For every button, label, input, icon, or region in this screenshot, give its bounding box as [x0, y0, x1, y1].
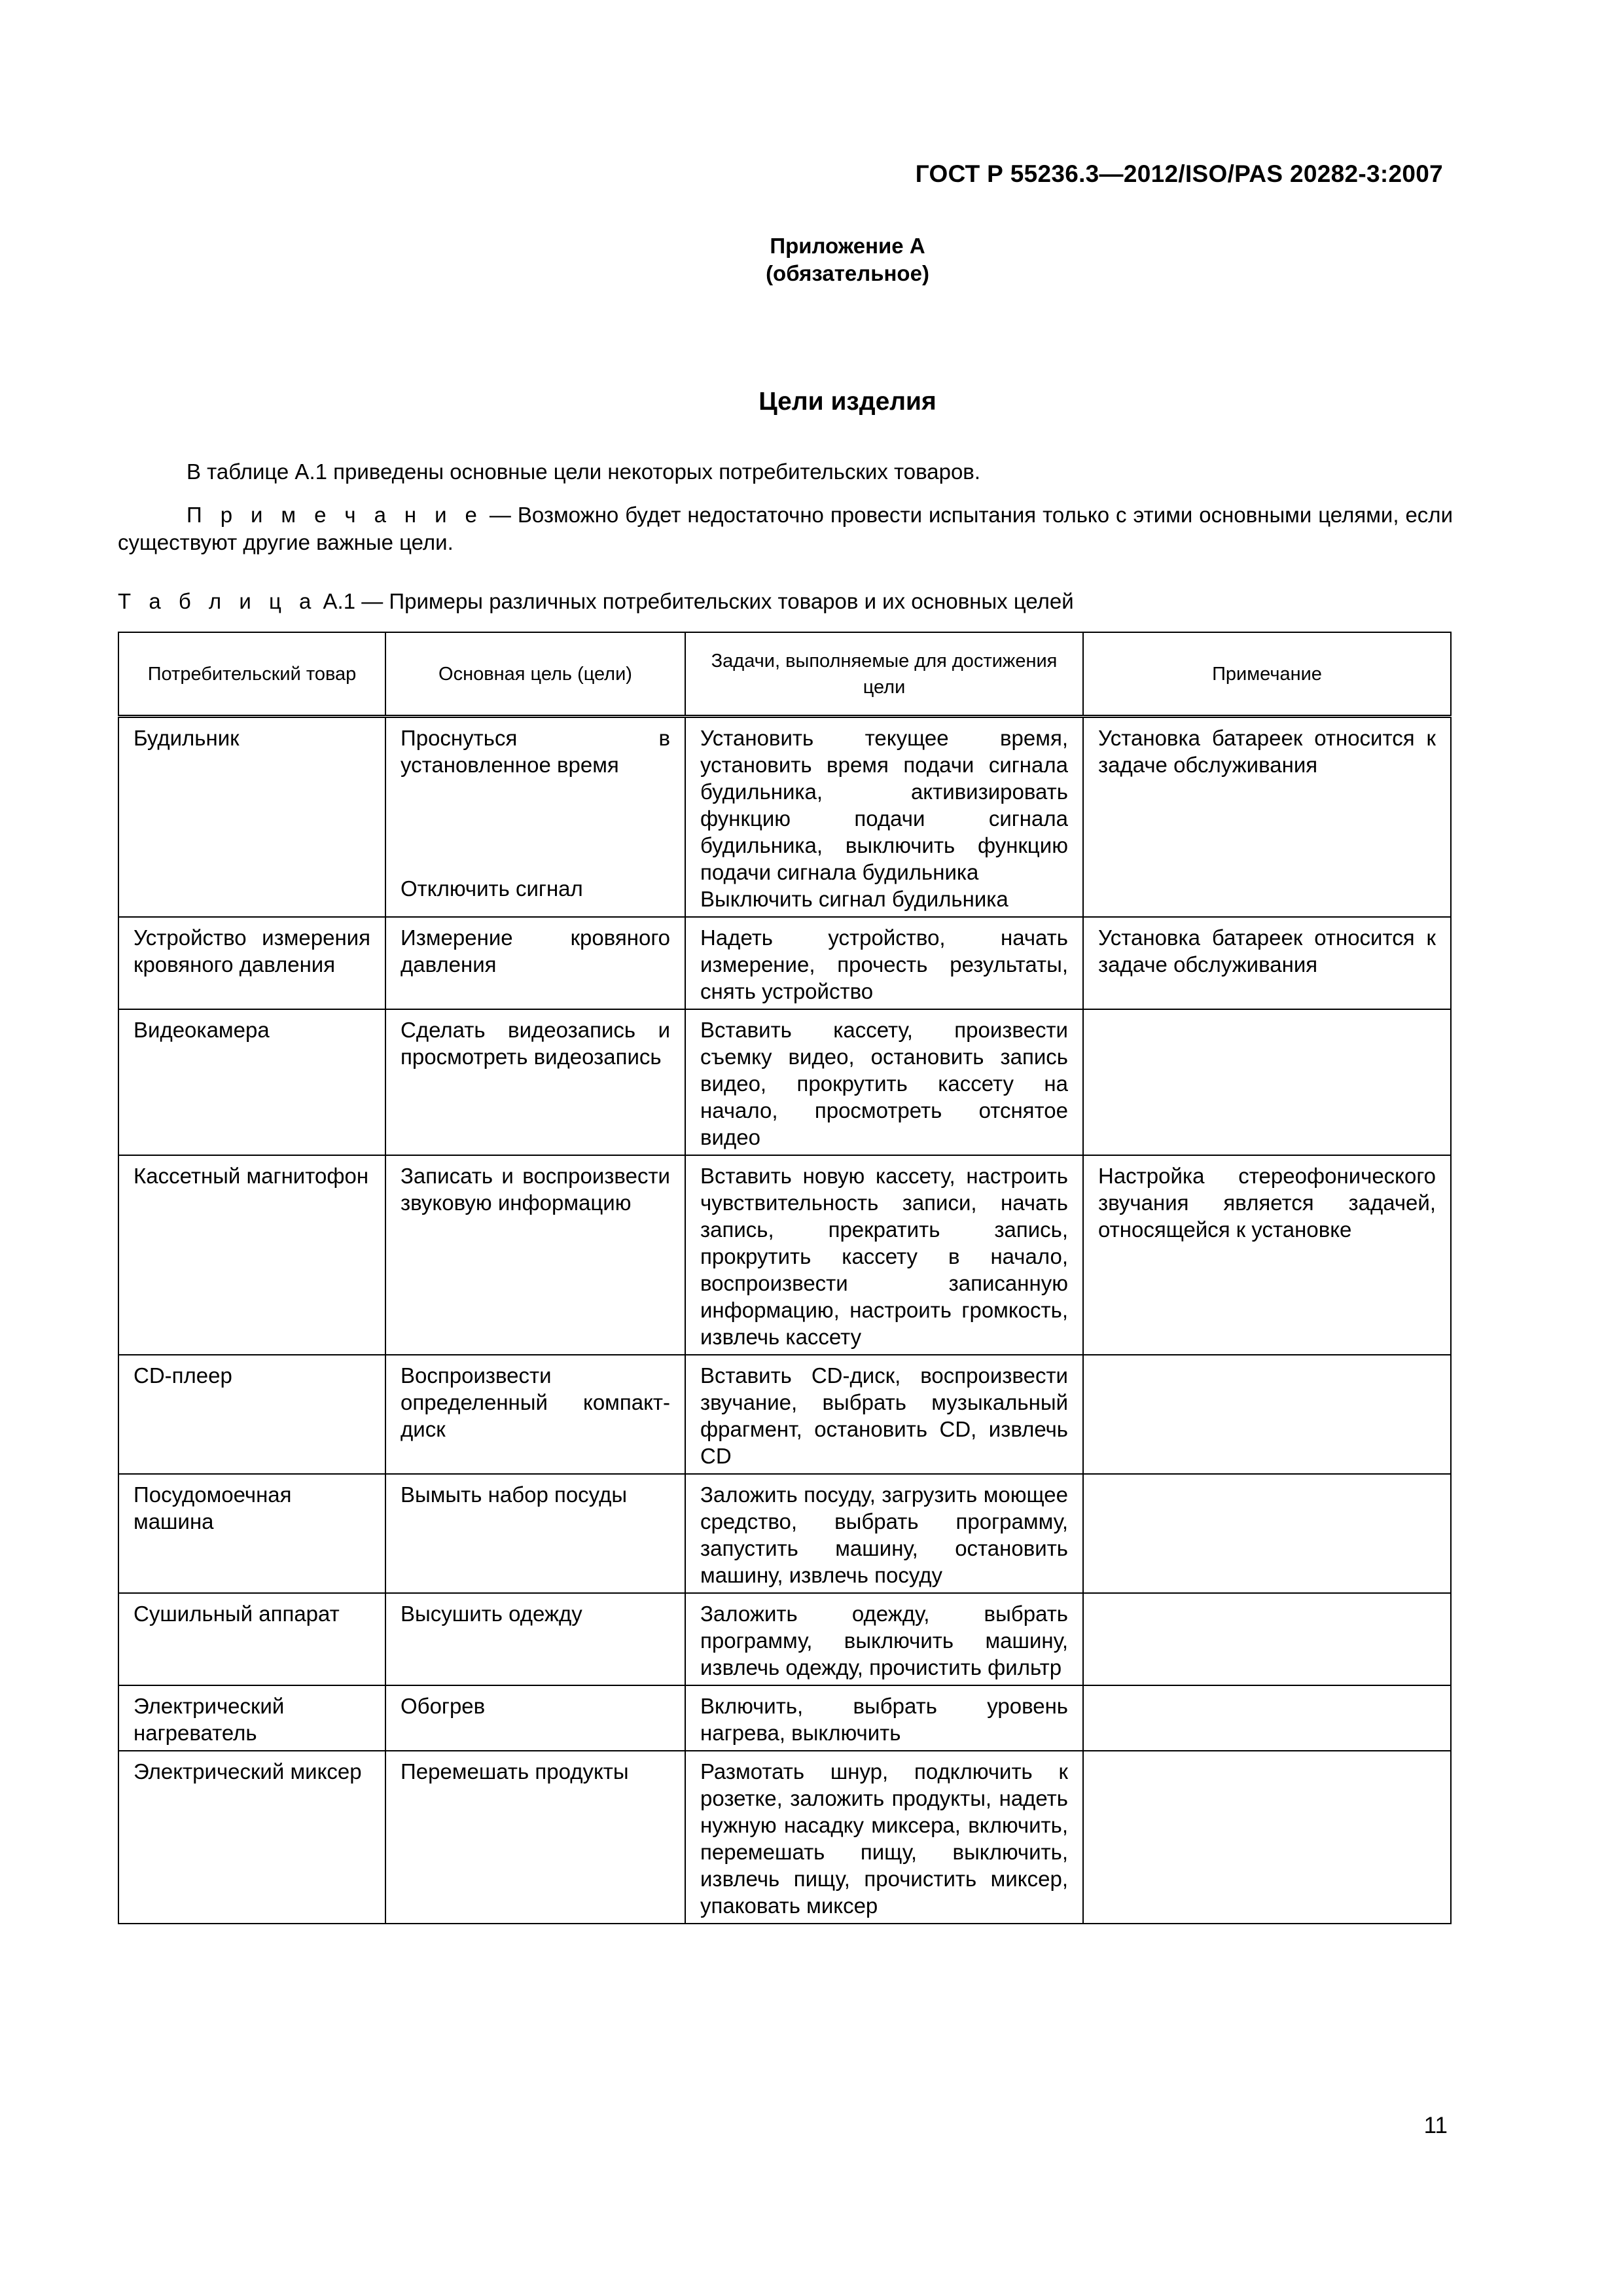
cell-note — [1083, 1474, 1451, 1593]
cell-tasks: Заложить посуду, загрузить моющее средство, выбрать программу, запустить машину, остановить машину, извлечь посуду — [685, 1474, 1083, 1593]
cell-goal-secondary: Отключить сигнал — [401, 876, 583, 901]
header-product: Потребительский товар — [118, 632, 385, 717]
cell-tasks: Надеть устройство, начать измерение, прочесть результаты, снять устройство — [685, 917, 1083, 1009]
table-row — [118, 717, 1451, 918]
note-paragraph — [118, 501, 1453, 556]
cell-tasks-primary: Установить текущее время, установить время подачи сигнала будильника, активизировать функцию подачи сигнала будильника, выключить функцию подачи сигнала будильника — [700, 726, 1068, 884]
intro-paragraph: В таблице А.1 приведены основные цели некоторых потребительских товаров. — [187, 459, 981, 484]
cell-goal — [385, 717, 685, 918]
cell-note — [1083, 1593, 1451, 1685]
cell-tasks: Вставить новую кассету, настроить чувствительность записи, начать запись, прекратить запись, прокрутить кассету в начало, воспроизвести записанную информацию, настроить громкость, извлечь кассету — [685, 1155, 1083, 1355]
cell-goal: Записать и воспроизвести звуковую информацию — [385, 1155, 685, 1355]
cell-tasks: Заложить одежду, выбрать программу, выключить машину, извлечь одежду, прочистить фильтр — [685, 1593, 1083, 1685]
table-caption-text: А.1 — Примеры различных потребительских товаров и их основных целей — [317, 589, 1074, 613]
table-row — [118, 1685, 1451, 1751]
table-row — [118, 917, 1451, 1009]
cell-product: Кассетный магнитофон — [118, 1155, 385, 1355]
table-row — [118, 1474, 1451, 1593]
table-header-row — [118, 632, 1451, 717]
cell-tasks-secondary: Выключить сигнал будильника — [700, 887, 1008, 911]
cell-goal: Обогрев — [385, 1685, 685, 1751]
cell-goal: Воспроизвести определенный компакт-диск — [385, 1355, 685, 1474]
cell-product: Будильник — [118, 717, 385, 918]
cell-product: CD-плеер — [118, 1355, 385, 1474]
cell-product: Видеокамера — [118, 1009, 385, 1155]
table-row — [118, 1593, 1451, 1685]
cell-tasks: Вставить кассету, произвести съемку видео, остановить запись видео, прокрутить кассету на начало, просмотреть отснятое видео — [685, 1009, 1083, 1155]
table-row — [118, 1751, 1451, 1924]
cell-goal: Вымыть набор посуды — [385, 1474, 685, 1593]
page-number: 11 — [1423, 2113, 1448, 2138]
note-text: — Возможно будет недостаточно провести испытания только с этими основными целями, если существуют другие важные цели. — [118, 503, 1453, 554]
cell-product: Электрический нагреватель — [118, 1685, 385, 1751]
cell-note: Установка батареек относится к задаче обслуживания — [1083, 717, 1451, 918]
cell-note — [1083, 1751, 1451, 1924]
cell-tasks: Вставить CD-диск, воспроизвести звучание, выбрать музыкальный фрагмент, остановить CD, извлечь CD — [685, 1355, 1083, 1474]
cell-goal: Измерение кровяного давления — [385, 917, 685, 1009]
table-caption — [118, 589, 1074, 614]
table-row — [118, 1355, 1451, 1474]
cell-note — [1083, 1009, 1451, 1155]
appendix-heading — [0, 232, 1623, 287]
header-note: Примечание — [1083, 632, 1451, 717]
appendix-status: (обязательное) — [766, 261, 929, 285]
header-tasks: Задачи, выполняемые для достижения цели — [685, 632, 1083, 717]
cell-tasks: Включить, выбрать уровень нагрева, выключить — [685, 1685, 1083, 1751]
cell-product: Посудомоечная машина — [118, 1474, 385, 1593]
appendix-title: Приложение А — [770, 234, 925, 258]
table-caption-label: Т а б л и ц а — [118, 589, 317, 613]
table-row — [118, 1155, 1451, 1355]
product-goals-table — [118, 632, 1452, 1924]
cell-goal: Сделать видеозапись и просмотреть видеозапись — [385, 1009, 685, 1155]
cell-note: Настройка стереофонического звучания является задачей, относящейся к установке — [1083, 1155, 1451, 1355]
cell-product: Устройство измерения кровяного давления — [118, 917, 385, 1009]
section-title — [0, 387, 1623, 416]
cell-goal-primary: Проснуться в установленное время — [401, 726, 670, 777]
cell-product: Сушильный аппарат — [118, 1593, 385, 1685]
cell-note — [1083, 1355, 1451, 1474]
note-label: П р и м е ч а н и е — [187, 503, 483, 527]
cell-goal: Высушить одежду — [385, 1593, 685, 1685]
cell-goal: Перемешать продукты — [385, 1751, 685, 1924]
cell-product: Электрический миксер — [118, 1751, 385, 1924]
cell-note: Установка батареек относится к задаче обслуживания — [1083, 917, 1451, 1009]
cell-note — [1083, 1685, 1451, 1751]
section-title-text: Цели изделия — [758, 387, 936, 416]
cell-tasks: Размотать шнур, подключить к розетке, заложить продукты, надеть нужную насадку миксера, включить, перемешать пищу, выключить, извлечь пищу, прочистить миксер, упаковать миксер — [685, 1751, 1083, 1924]
standard-code: ГОСТ Р 55236.3—2012/ISO/PAS 20282-3:2007 — [915, 160, 1443, 187]
cell-tasks — [685, 717, 1083, 918]
header-goal: Основная цель (цели) — [385, 632, 685, 717]
table-row — [118, 1009, 1451, 1155]
